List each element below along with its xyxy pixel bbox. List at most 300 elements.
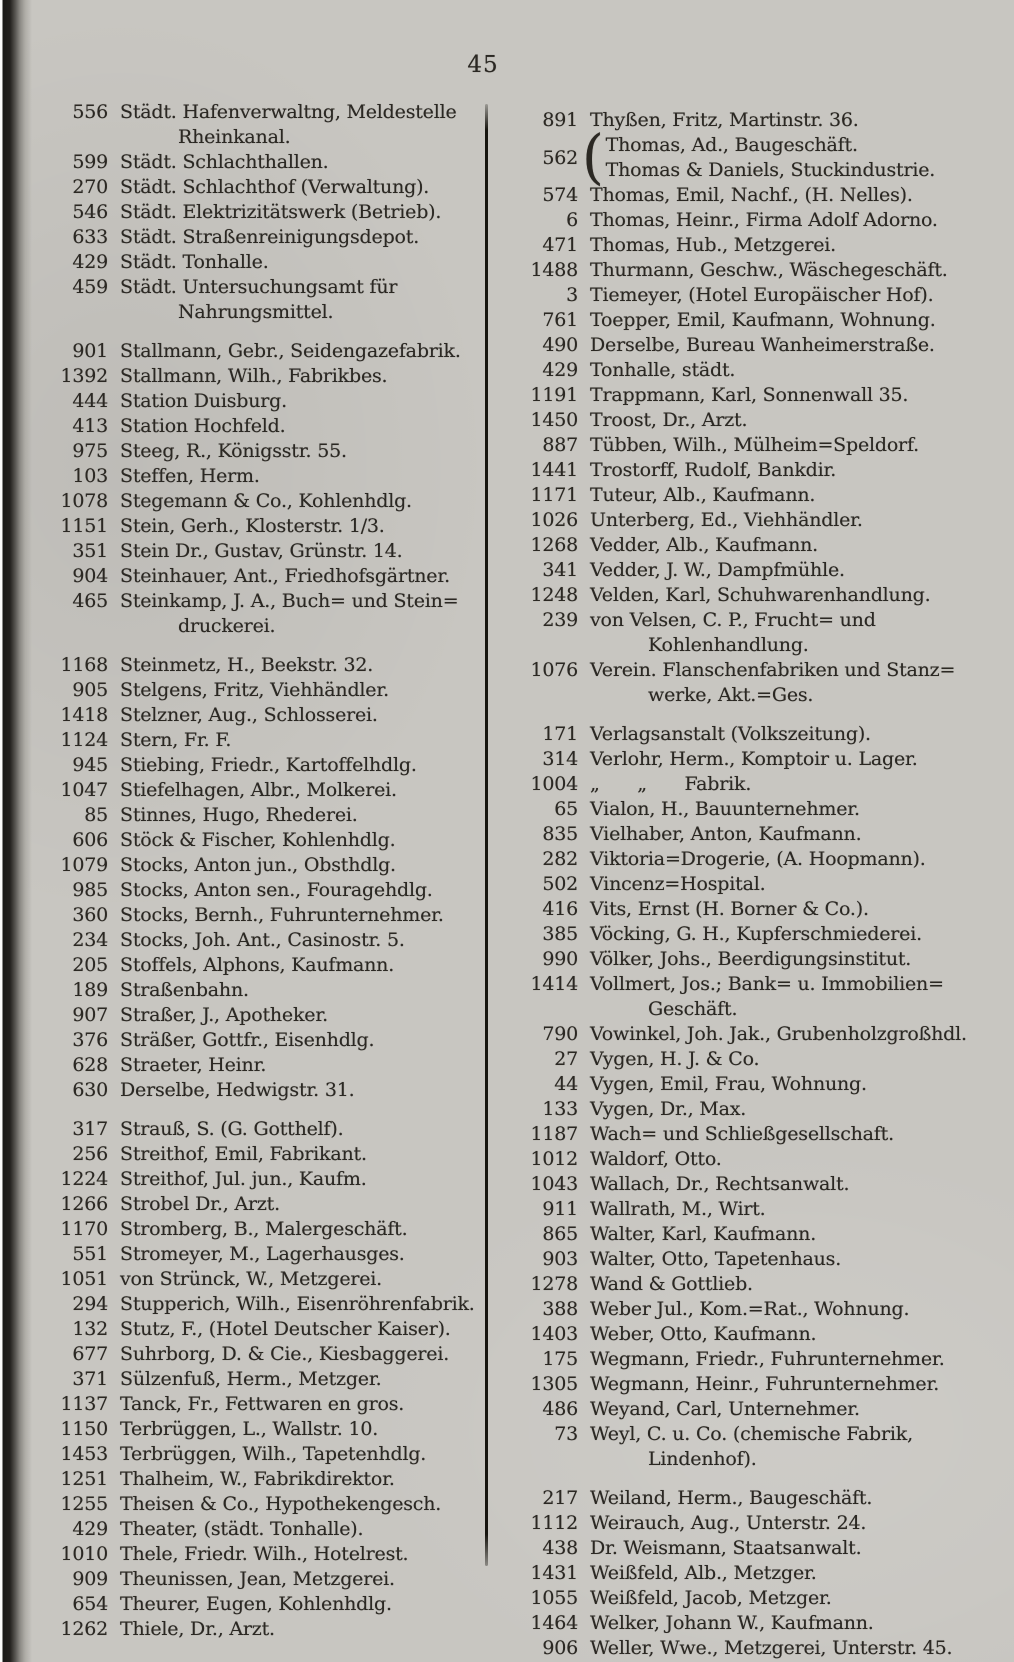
entry-text: Wegmann, Friedr., Fuhrunternehmer. — [590, 1348, 945, 1370]
entry-number: 429 — [72, 251, 108, 273]
entry-number: 376 — [72, 1029, 108, 1051]
entry-text: Straßer, J., Apotheker. — [120, 1004, 328, 1026]
entry-line: Weyl, C. u. Co. (chemische Fabrik, — [590, 1423, 913, 1445]
entry-number: 1248 — [530, 584, 578, 606]
entry-text: Vygen, Emil, Frau, Wohnung. — [590, 1073, 867, 1095]
entry-text: Völker, Johs., Beerdigungsinstitut. — [590, 948, 912, 970]
entry-number: 1078 — [60, 490, 108, 512]
directory-entry — [500, 1322, 1006, 1347]
directory-entry — [30, 414, 485, 439]
entry-number: 490 — [542, 334, 578, 356]
entry-text: Walter, Karl, Kaufmann. — [590, 1223, 817, 1245]
entry-text: Vöcking, G. H., Kupferschmiederei. — [590, 923, 922, 945]
entry-text: Thomas, Emil, Nachf., (H. Nelles). — [590, 184, 913, 206]
directory-entry — [500, 1097, 1006, 1122]
entry-text: Stallmann, Wilh., Fabrikbes. — [120, 365, 388, 387]
directory-entry — [30, 853, 485, 878]
entry-line: Thomas, Ad., Baugeschäft. — [605, 134, 858, 156]
directory-entry — [500, 433, 1006, 458]
entry-number: 599 — [72, 151, 108, 173]
entry-number: 351 — [72, 540, 108, 562]
entry-text: Straeter, Heinr. — [120, 1054, 267, 1076]
entry-number: 1450 — [530, 409, 578, 431]
entry-number: 1251 — [60, 1468, 108, 1490]
directory-entry — [30, 150, 485, 175]
entry-text: Thiele, Dr., Arzt. — [120, 1618, 275, 1640]
directory-entry — [30, 1542, 485, 1567]
entry-text: Waldorf, Otto. — [590, 1148, 722, 1170]
directory-entry — [30, 364, 485, 389]
directory-entry — [500, 1611, 1006, 1636]
entry-number: 1441 — [530, 459, 578, 481]
directory-entry — [30, 678, 485, 703]
directory-entry — [30, 225, 485, 250]
directory-entry — [500, 408, 1006, 433]
entry-text: Städt. Elektrizitätswerk (Betrieb). — [120, 201, 442, 223]
directory-entry — [500, 483, 1006, 508]
entry-text: Steeg, R., Königsstr. 55. — [120, 440, 347, 462]
directory-entry — [30, 1467, 485, 1492]
directory-entry — [30, 703, 485, 728]
directory-entry — [30, 1617, 485, 1642]
entry-number: 341 — [542, 559, 578, 581]
entry-number: 1076 — [530, 659, 578, 681]
directory-entry — [500, 1122, 1006, 1147]
entry-text: Terbrüggen, Wilh., Tapetenhdlg. — [120, 1443, 427, 1465]
directory-entry — [500, 822, 1006, 847]
directory-entry — [30, 1003, 485, 1028]
directory-entry — [500, 972, 1006, 1022]
directory-entry — [30, 389, 485, 414]
entry-text: Wand & Gottlieb. — [590, 1273, 753, 1295]
entry-text: Vits, Ernst (H. Borner & Co.). — [590, 898, 869, 920]
entry-text: Station Hochfeld. — [120, 415, 286, 437]
entry-number: 1124 — [60, 729, 108, 751]
directory-entry — [30, 589, 485, 639]
entry-number: 1026 — [530, 509, 578, 531]
directory-entry — [500, 183, 1006, 208]
entry-line: druckerei. — [178, 615, 276, 637]
directory-entry — [30, 1292, 485, 1317]
entry-number: 360 — [72, 904, 108, 926]
entry-text: Thurmann, Geschw., Wäschegeschäft. — [590, 259, 948, 281]
directory-entry — [30, 753, 485, 778]
directory-entry — [500, 1536, 1006, 1561]
entry-number: 459 — [72, 276, 108, 298]
entry-text: Verlohr, Herm., Komptoir u. Lager. — [590, 748, 918, 770]
entry-text — [590, 1422, 1006, 1472]
directory-entry — [30, 564, 485, 589]
entry-line: Städt. Untersuchungsamt für — [120, 276, 398, 298]
entry-number: 907 — [72, 1004, 108, 1026]
entry-text: Wallach, Dr., Rechtsanwalt. — [590, 1173, 850, 1195]
entry-text: Sträßer, Gottfr., Eisenhdlg. — [120, 1029, 375, 1051]
entry-text: Stromberg, B., Malergeschäft. — [120, 1218, 408, 1240]
entry-text: Troost, Dr., Arzt. — [590, 409, 748, 431]
entry-number: 1012 — [530, 1148, 578, 1170]
entry-text: Vygen, H. J. & Co. — [590, 1048, 760, 1070]
entry-number: 835 — [542, 823, 578, 845]
entry-number: 388 — [542, 1298, 578, 1320]
entry-text: Welker, Johann W., Kaufmann. — [590, 1612, 874, 1634]
column-right — [488, 100, 1006, 1661]
entry-number: 865 — [542, 1223, 578, 1245]
entry-text: Vedder, J. W., Dampfmühle. — [590, 559, 845, 581]
entry-text: Stinnes, Hugo, Rhederei. — [120, 804, 358, 826]
directory-entry — [30, 1142, 485, 1167]
entry-number: 85 — [84, 804, 108, 826]
entry-number: 1464 — [530, 1612, 578, 1634]
directory-entry — [30, 903, 485, 928]
directory-entry — [500, 283, 1006, 308]
directory-entry — [500, 722, 1006, 747]
entry-number: 1262 — [60, 1618, 108, 1640]
directory-entry — [30, 1442, 485, 1467]
entry-text: Trappmann, Karl, Sonnenwall 35. — [590, 384, 909, 406]
directory-entry — [500, 872, 1006, 897]
entry-text: Stelzner, Aug., Schlosserei. — [120, 704, 378, 726]
entry-text: Suhrborg, D. & Cie., Kiesbaggerei. — [120, 1343, 450, 1365]
directory-entry — [500, 1372, 1006, 1397]
entry-text: Terbrüggen, L., Wallstr. 10. — [120, 1418, 379, 1440]
entry-number: 3 — [566, 284, 578, 306]
directory-entry — [30, 1492, 485, 1517]
entry-text — [606, 133, 1006, 183]
directory-entry — [500, 847, 1006, 872]
entry-number: 1137 — [60, 1393, 108, 1415]
entry-number: 1414 — [530, 973, 578, 995]
directory-entry — [30, 464, 485, 489]
entry-number: 429 — [72, 1518, 108, 1540]
entry-number: 761 — [542, 309, 578, 331]
entry-number: 1305 — [530, 1373, 578, 1395]
entry-number: 1488 — [530, 259, 578, 281]
entry-text: Derselbe, Hedwigstr. 31. — [120, 1079, 355, 1101]
column-left — [30, 100, 485, 1642]
entry-text: Vielhaber, Anton, Kaufmann. — [590, 823, 862, 845]
directory-entry — [500, 308, 1006, 333]
entry-text: Wegmann, Heinr., Fuhrunternehmer. — [590, 1373, 940, 1395]
entry-text: Sülzenfuß, Herm., Metzger. — [120, 1368, 382, 1390]
entry-text: Tübben, Wilh., Mülheim=Speldorf. — [590, 434, 919, 456]
entry-number: 551 — [72, 1243, 108, 1265]
entry-number: 903 — [542, 1248, 578, 1270]
entry-number: 556 — [72, 101, 108, 123]
entry-number: 1392 — [60, 365, 108, 387]
entry-text — [120, 275, 485, 325]
directory-entry — [30, 653, 485, 678]
entry-line: Lindenhof). — [648, 1448, 757, 1470]
entry-number: 429 — [542, 359, 578, 381]
entry-number: 413 — [72, 415, 108, 437]
directory-entry — [30, 1567, 485, 1592]
entry-text: Stein, Gerh., Klosterstr. 1/3. — [120, 515, 385, 537]
entry-text: von Strünck, W., Metzgerei. — [120, 1268, 383, 1290]
entry-number: 1171 — [530, 484, 578, 506]
directory-entry — [500, 897, 1006, 922]
directory-entry — [30, 728, 485, 753]
entry-text: Thele, Friedr. Wilh., Hotelrest. — [120, 1543, 409, 1565]
directory-entry — [500, 1072, 1006, 1097]
entry-number: 1004 — [530, 773, 578, 795]
entry-number: 628 — [72, 1054, 108, 1076]
entry-number: 1268 — [530, 534, 578, 556]
entry-text: Theisen & Co., Hypothekengesch. — [120, 1493, 442, 1515]
entry-text: Wallrath, M., Wirt. — [590, 1198, 766, 1220]
entry-text: Stutz, F., (Hotel Deutscher Kaiser). — [120, 1318, 451, 1340]
entry-number: 990 — [542, 948, 578, 970]
entry-text: Stöck & Fischer, Kohlenhdlg. — [120, 829, 396, 851]
entry-text: Steinmetz, H., Beekstr. 32. — [120, 654, 374, 676]
entry-text: Tonhalle, städt. — [590, 359, 736, 381]
entry-text — [590, 972, 1006, 1022]
entry-text: Strobel Dr., Arzt. — [120, 1193, 280, 1215]
directory-entry — [500, 1422, 1006, 1472]
entry-number: 502 — [542, 873, 578, 895]
entry-number: 239 — [542, 609, 578, 631]
directory-entry — [500, 1347, 1006, 1372]
entry-number: 891 — [542, 109, 578, 131]
entry-number: 416 — [542, 898, 578, 920]
entry-text: Streithof, Emil, Fabrikant. — [120, 1143, 367, 1165]
entry-text: Weiland, Herm., Baugeschäft. — [590, 1487, 873, 1509]
entry-text: Weirauch, Aug., Unterstr. 24. — [590, 1512, 867, 1534]
entry-number: 906 — [542, 1637, 578, 1659]
entry-number: 1453 — [60, 1443, 108, 1465]
entry-text: Weißfeld, Alb., Metzger. — [590, 1562, 817, 1584]
entry-text: Walter, Otto, Tapetenhaus. — [590, 1248, 842, 1270]
entry-text: Stegemann & Co., Kohlenhdlg. — [120, 490, 412, 512]
entry-number: 1170 — [60, 1218, 108, 1240]
entry-number: 217 — [542, 1487, 578, 1509]
directory-entry — [30, 439, 485, 464]
entry-number: 1224 — [60, 1168, 108, 1190]
entry-line: Städt. Hafenverwaltng, Meldestelle — [120, 101, 457, 123]
directory-entry — [500, 797, 1006, 822]
directory-entry — [30, 250, 485, 275]
entry-text: Stelgens, Fritz, Viehhändler. — [120, 679, 389, 701]
entry-number: 438 — [542, 1537, 578, 1559]
entry-number: 189 — [72, 979, 108, 1001]
directory-entry — [30, 1417, 485, 1442]
entry-text: Städt. Schlachthof (Verwaltung). — [120, 176, 430, 198]
directory-entry — [500, 233, 1006, 258]
entry-text: Vygen, Dr., Max. — [590, 1098, 747, 1120]
directory-entry — [500, 658, 1006, 708]
entry-text: Weyand, Carl, Unternehmer. — [590, 1398, 860, 1420]
entry-text — [590, 658, 1006, 708]
entry-number: 654 — [72, 1593, 108, 1615]
directory-entry — [30, 978, 485, 1003]
entry-line: werke, Akt.=Ges. — [648, 684, 814, 706]
directory-entry — [500, 358, 1006, 383]
entry-number: 385 — [542, 923, 578, 945]
directory-entry — [500, 208, 1006, 233]
entry-text: Dr. Weismann, Staatsanwalt. — [590, 1537, 862, 1559]
entry-number: 1191 — [530, 384, 578, 406]
directory-entry — [30, 100, 485, 150]
directory-entry — [500, 1022, 1006, 1047]
directory-entry — [30, 928, 485, 953]
directory-entry — [500, 258, 1006, 283]
directory-entry — [30, 1367, 485, 1392]
directory-entry — [30, 1167, 485, 1192]
directory-entry — [30, 1392, 485, 1417]
directory-entry — [500, 922, 1006, 947]
directory-entry — [500, 1272, 1006, 1297]
directory-entry — [500, 1247, 1006, 1272]
directory-entry — [30, 953, 485, 978]
directory-entry — [30, 1028, 485, 1053]
directory-entry — [30, 1517, 485, 1542]
entry-text: Station Duisburg. — [120, 390, 287, 412]
entry-text: Stocks, Anton sen., Fouragehdlg. — [120, 879, 433, 901]
entry-text: Weißfeld, Jacob, Metzger. — [590, 1587, 832, 1609]
entry-text: Thomas, Hub., Metzgerei. — [590, 234, 837, 256]
directory-entry — [500, 1172, 1006, 1197]
entry-number: 887 — [542, 434, 578, 456]
directory-entry — [30, 275, 485, 325]
entry-number: 294 — [72, 1293, 108, 1315]
entry-number: 317 — [72, 1118, 108, 1140]
entry-text: Straßenbahn. — [120, 979, 249, 1001]
entry-number: 1168 — [60, 654, 108, 676]
entry-number: 633 — [72, 226, 108, 248]
entry-number: 282 — [542, 848, 578, 870]
entry-text: Stromeyer, M., Lagerhausges. — [120, 1243, 405, 1265]
entry-text: Stocks, Joh. Ant., Casinostr. 5. — [120, 929, 405, 951]
entry-text: Thyßen, Fritz, Martinstr. 36. — [590, 109, 859, 131]
entry-number: 1051 — [60, 1268, 108, 1290]
directory-entry — [30, 1342, 485, 1367]
entry-text: Derselbe, Bureau Wanheimerstraße. — [590, 334, 935, 356]
directory-entry — [500, 1222, 1006, 1247]
directory-entry — [30, 778, 485, 803]
directory-entry — [500, 1047, 1006, 1072]
entry-text: Steinhauer, Ant., Friedhofsgärtner. — [120, 565, 450, 587]
entry-number: 205 — [72, 954, 108, 976]
entry-text: Tuteur, Alb., Kaufmann. — [590, 484, 816, 506]
entry-text: Weller, Wwe., Metzgerei, Unterstr. 45. — [590, 1637, 953, 1659]
entry-text: Streithof, Jul. jun., Kaufm. — [120, 1168, 367, 1190]
entry-number: 911 — [542, 1198, 578, 1220]
entry-text: Strauß, S. (G. Gotthelf). — [120, 1118, 344, 1140]
entry-text: Vowinkel, Joh. Jak., Grubenholzgroßhdl. — [590, 1023, 967, 1045]
entry-text: Städt. Schlachthallen. — [120, 151, 329, 173]
entry-number: 945 — [72, 754, 108, 776]
entry-text: Stoffels, Alphons, Kaufmann. — [120, 954, 395, 976]
directory-entry — [30, 878, 485, 903]
entry-number: 574 — [542, 184, 578, 206]
entry-number: 1055 — [530, 1587, 578, 1609]
entry-text: Theunissen, Jean, Metzgerei. — [120, 1568, 395, 1590]
directory-entry — [30, 1192, 485, 1217]
entry-number: 103 — [72, 465, 108, 487]
directory-entry — [500, 1297, 1006, 1322]
directory-entry — [500, 747, 1006, 772]
entry-text: Toepper, Emil, Kaufmann, Wohnung. — [590, 309, 936, 331]
entry-number: 175 — [542, 1348, 578, 1370]
entry-text: Stiefelhagen, Albr., Molkerei. — [120, 779, 397, 801]
entry-number: 975 — [72, 440, 108, 462]
entry-number: 256 — [72, 1143, 108, 1165]
directory-entry — [500, 1636, 1006, 1661]
entry-line: von Velsen, C. P., Frucht= und — [590, 609, 876, 631]
entry-number: 630 — [72, 1079, 108, 1101]
entry-number: 677 — [72, 1343, 108, 1365]
entry-line: Rheinkanal. — [178, 126, 291, 148]
entry-number: 1266 — [60, 1193, 108, 1215]
directory-entry — [500, 533, 1006, 558]
entry-number: 27 — [554, 1048, 578, 1070]
entry-text — [120, 100, 485, 150]
entry-number: 1418 — [60, 704, 108, 726]
entry-number: 270 — [72, 176, 108, 198]
entry-number: 314 — [542, 748, 578, 770]
entry-text: Velden, Karl, Schuhwarenhandlung. — [590, 584, 931, 606]
entry-number: 444 — [72, 390, 108, 412]
entry-number: 1043 — [530, 1173, 578, 1195]
entry-line: Vollmert, Jos.; Bank= u. Immobilien= — [590, 973, 944, 995]
entry-text: Theurer, Eugen, Kohlenhdlg. — [120, 1593, 392, 1615]
entry-number: 1151 — [60, 515, 108, 537]
entry-text — [120, 589, 485, 639]
entry-text: Tiemeyer, (Hotel Europäischer Hof). — [590, 284, 934, 306]
entry-text: Tanck, Fr., Fettwaren en gros. — [120, 1393, 405, 1415]
entry-text: Vincenz=Hospital. — [590, 873, 766, 895]
directory-entry — [30, 1242, 485, 1267]
entry-text: Stern, Fr. F. — [120, 729, 232, 751]
directory-entry — [30, 1317, 485, 1342]
entry-number: 234 — [72, 929, 108, 951]
directory-entry — [30, 539, 485, 564]
directory-entry — [30, 1053, 485, 1078]
directory-entry — [30, 1267, 485, 1292]
entry-text: Unterberg, Ed., Viehhändler. — [590, 509, 863, 531]
entry-number: 985 — [72, 879, 108, 901]
entry-number: 909 — [72, 1568, 108, 1590]
entry-line: Geschäft. — [648, 998, 738, 1020]
entry-number: 606 — [72, 829, 108, 851]
entry-number: 171 — [542, 723, 578, 745]
directory-entry — [500, 772, 1006, 797]
directory-entry — [30, 1592, 485, 1617]
directory-entry — [500, 123, 1006, 192]
directory-entry — [500, 608, 1006, 658]
directory-entry — [500, 1511, 1006, 1536]
entry-number: 1079 — [60, 854, 108, 876]
entry-text: Thomas, Heinr., Firma Adolf Adorno. — [590, 209, 938, 231]
entry-number: 471 — [542, 234, 578, 256]
entry-number: 790 — [542, 1023, 578, 1045]
entry-number: 6 — [566, 209, 578, 231]
entry-text: Stupperich, Wilh., Eisenröhrenfabrik. — [120, 1293, 475, 1315]
page-number: 45 — [467, 52, 499, 78]
entry-number: 65 — [554, 798, 578, 820]
entry-number: 132 — [72, 1318, 108, 1340]
entry-number: 1403 — [530, 1323, 578, 1345]
book-binding-edge — [0, 0, 32, 1662]
directory-entry — [30, 1078, 485, 1103]
entry-text: Verlagsanstalt (Volkszeitung). — [590, 723, 871, 745]
entry-text: „ „ Fabrik. — [590, 773, 752, 795]
directory-entry — [500, 383, 1006, 408]
entry-line: Steinkamp, J. A., Buch= und Stein= — [120, 590, 459, 612]
entry-number: 1255 — [60, 1493, 108, 1515]
entry-text: Städt. Straßenreinigungsdepot. — [120, 226, 420, 248]
entry-text: Theater, (städt. Tonhalle). — [120, 1518, 364, 1540]
directory-entry — [500, 558, 1006, 583]
